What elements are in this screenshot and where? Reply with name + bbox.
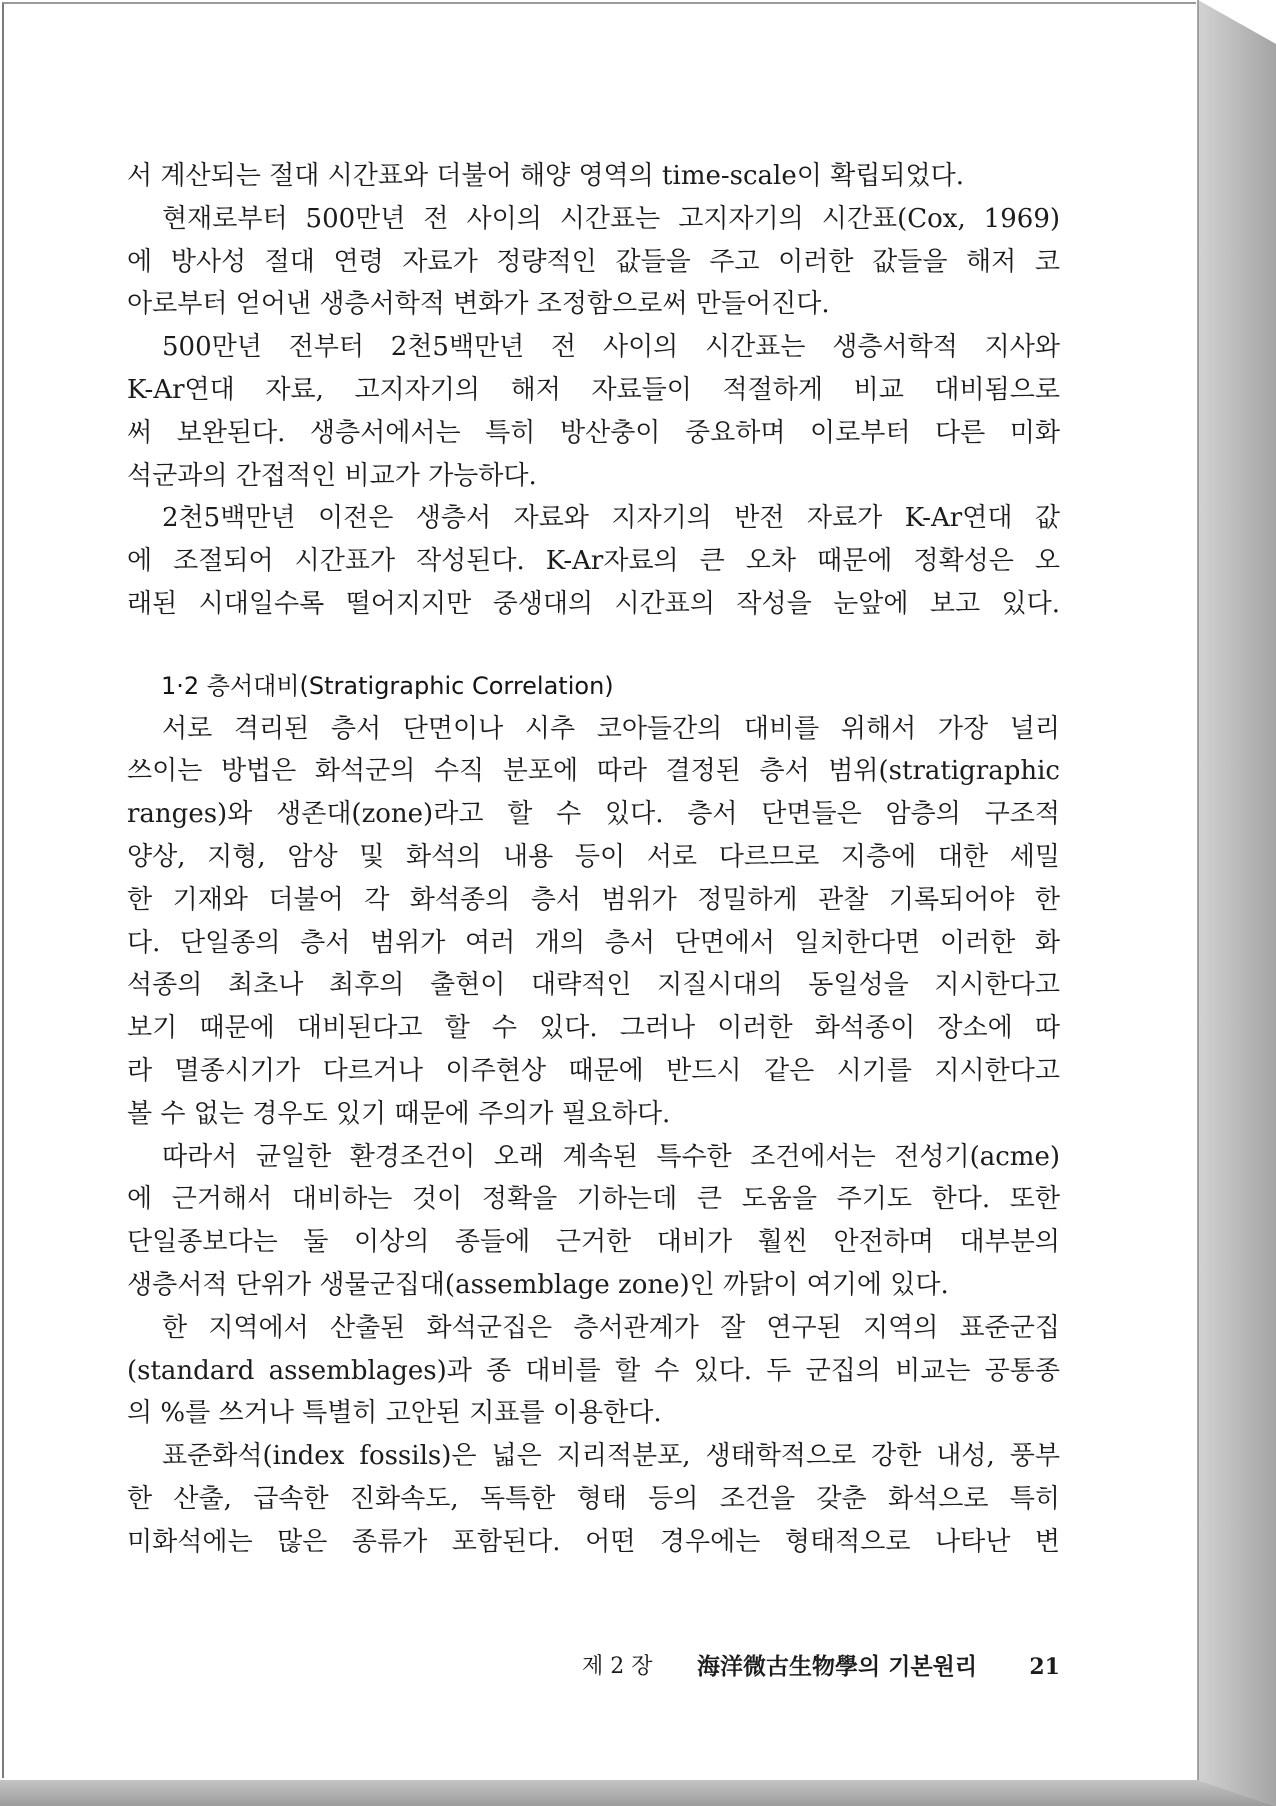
text-line: 석종의 최초나 최후의 출현이 대략적인 지질시대의 동일성을 지시한다고	[127, 970, 1060, 1001]
book-side-edge	[1198, 0, 1276, 1806]
text-line: 한 기재와 더불어 각 화석종의 층서 범위가 정밀하게 관찰 기록되어야 한	[127, 884, 1060, 915]
footer-chapter: 제 2 장	[582, 1654, 653, 1679]
text-line: 에 방사성 절대 연령 자료가 정량적인 값들을 주고 이러한 값들을 해저 코	[127, 246, 1060, 277]
running-footer	[582, 1651, 1060, 1683]
text-line: 에 근거해서 대비하는 것이 정확을 기하는데 큰 도움을 주기도 한다. 또한	[127, 1184, 1060, 1215]
text-line: 래된 시대일수록 떨어지지만 중생대의 시간표의 작성을 눈앞에 보고 있다.	[127, 588, 1060, 619]
text-line: 의 %를 쓰거나 특별히 고안된 지표를 이용한다.	[127, 1398, 662, 1429]
text-line: 써 보완된다. 생층서에서는 특히 방산충이 중요하며 이로부터 다른 미화	[127, 417, 1060, 448]
text-line: 현재로부터 500만년 전 사이의 시간표는 고지자기의 시간표(Cox, 1969)	[162, 203, 1060, 234]
text-line: 라 멸종시기가 다르거나 이주현상 때문에 반드시 같은 시기를 지시한다고	[127, 1055, 1060, 1086]
text-line: 2천5백만년 이전은 생층서 자료와 지자기의 반전 자료가 K-Ar연대 값	[162, 503, 1060, 534]
text-line: 양상, 지형, 암상 및 화석의 내용 등이 서로 다르므로 지층에 대한 세밀	[127, 841, 1060, 872]
text-line: 생층서적 단위가 생물군집대(assemblage zone)인 까닭이 여기에 있다.	[127, 1269, 949, 1300]
section-heading: 1·2 층서대비(Stratigraphic Correlation)	[161, 671, 614, 700]
text-line: 석군과의 간접적인 비교가 가능하다.	[127, 460, 537, 491]
text-line: 미화석에는 많은 종류가 포함된다. 어떤 경우에는 형태적으로 나타난 변	[127, 1526, 1060, 1557]
body-text	[127, 155, 1060, 1564]
text-line: 다. 단일종의 층서 범위가 여러 개의 층서 단면에서 일치한다면 이러한 화	[127, 927, 1060, 958]
footer-title: 海洋微古生物學의 기본원리	[697, 1653, 978, 1680]
text-line: 서 계산되는 절대 시간표와 더불어 해양 영역의 time-scale이 확립되었다.	[127, 161, 964, 191]
text-line: 아로부터 얻어낸 생층서학적 변화가 조정함으로써 만들어진다.	[127, 289, 830, 320]
text-line: K-Ar연대 자료, 고지자기의 해저 자료들이 적절하게 비교 대비됨으로	[127, 374, 1060, 405]
text-line: 따라서 균일한 환경조건이 오래 계속된 특수한 조건에서는 전성기(acme)	[162, 1141, 1060, 1172]
text-line: 한 산출, 급속한 진화속도, 독특한 형태 등의 조건을 갖춘 화석으로 특히	[127, 1483, 1060, 1514]
text-line: 500만년 전부터 2천5백만년 전 사이의 시간표는 생층서학적 지사와	[162, 332, 1060, 363]
page-number: 21	[1029, 1654, 1060, 1680]
book-bottom-edge	[0, 1780, 1276, 1806]
text-line: 에 조절되어 시간표가 작성된다. K-Ar자료의 큰 오차 때문에 정확성은 오	[127, 546, 1060, 577]
text-line: 쓰이는 방법은 화석군의 수직 분포에 따라 결정된 층서 범위(stratigraphic	[127, 756, 1060, 787]
text-line: ranges)와 생존대(zone)라고 할 수 있다. 층서 단면들은 암층의 구조적	[127, 799, 1060, 830]
text-line: 단일종보다는 둘 이상의 종들에 근거한 대비가 훨씬 안전하며 대부분의	[127, 1227, 1060, 1258]
text-line: 볼 수 없는 경우도 있기 때문에 주의가 필요하다.	[127, 1098, 671, 1129]
text-line: 한 지역에서 산출된 화석군집은 층서관계가 잘 연구된 지역의 표준군집	[162, 1312, 1060, 1343]
text-line: 서로 격리된 층서 단면이나 시추 코아들간의 대비를 위해서 가장 널리	[162, 713, 1060, 744]
text-line: 표준화석(index fossils)은 넓은 지리적분포, 생태학적으로 강한 내성, 풍부	[162, 1441, 1060, 1472]
text-line: 보기 때문에 대비된다고 할 수 있다. 그러나 이러한 화석종이 장소에 따	[127, 1013, 1060, 1044]
text-line: (standard assemblages)과 종 대비를 할 수 있다. 두 군집의 비교는 공통종	[127, 1355, 1060, 1386]
